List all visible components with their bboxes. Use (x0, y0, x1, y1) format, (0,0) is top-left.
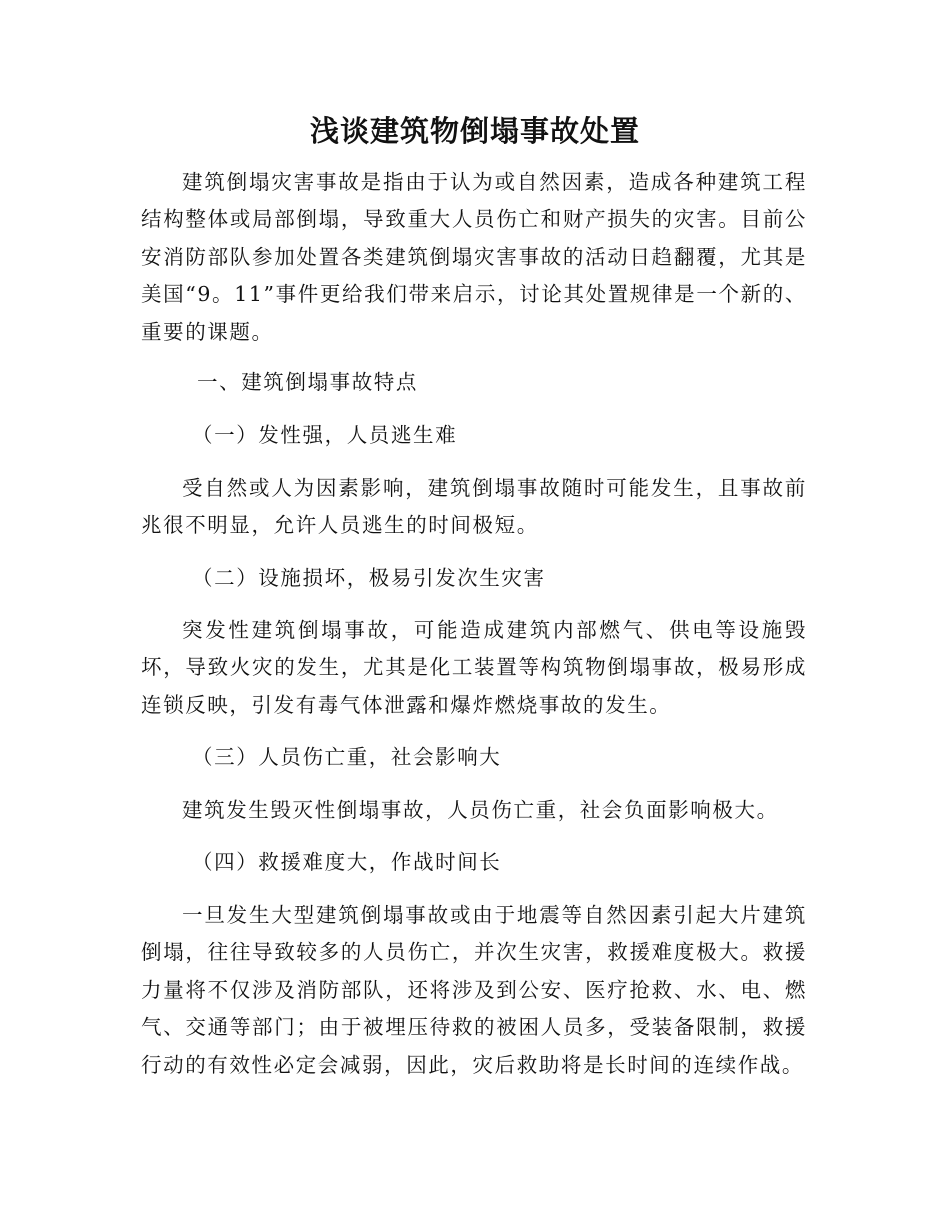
intro-paragraph: 建筑倒塌灾害事故是指由于认为或自然因素，造成各种建筑工程结构整体或局部倒塌，导致重大人员伤亡和财产损失的灾害。目前公安消防部队参加处置各类建筑倒塌灾害事故的活动日趋翻覆，尤其是美国“9。11”事件更给我们带来启示，讨论其处置规律是一个新的、重要的课题。 (141, 170, 807, 344)
subsection-heading-3: （三）人员伤亡重，社会影响大 (192, 745, 502, 769)
subsection-text-1: 受自然或人为因素影响，建筑倒塌事故随时可能发生，且事故前兆很不明显，允许人员逃生的时间极短。 (141, 476, 807, 538)
subsection-text-4: 一旦发生大型建筑倒塌事故或由于地震等自然因素引起大片建筑倒塌，往往导致较多的人员伤亡，并次生灾害，救援难度极大。救援力量将不仅涉及消防部队，还将涉及到公安、医疗抢救、水、电、燃气、交通等部门；由于被埋压待救的被困人员多，受装备限制，救援行动的有效性必定会减弱，因此，灾后救助将是长时间的连续作战。 (141, 903, 807, 1077)
subsection-heading-4: （四）救援难度大，作战时间长 (192, 850, 502, 874)
subsection-heading-1: （一）发性强，人员逃生难 (192, 423, 458, 447)
subsection-text-3: 建筑发生毁灭性倒塌事故，人员伤亡重，社会负面影响极大。 (182, 798, 779, 822)
section-heading-1: 一、建筑倒塌事故特点 (197, 370, 418, 394)
document-title: 浅谈建筑物倒塌事故处置 (309, 114, 640, 148)
subsection-text-2: 突发性建筑倒塌事故，可能造成建筑内部燃气、供电等设施毁坏，导致火灾的发生，尤其是化工装置等构筑物倒塌事故，极易形成连锁反映，引发有毒气体泄露和爆炸燃烧事故的发生。 (141, 618, 807, 717)
subsection-heading-2: （二）设施损坏，极易引发次生灾害 (192, 566, 546, 590)
